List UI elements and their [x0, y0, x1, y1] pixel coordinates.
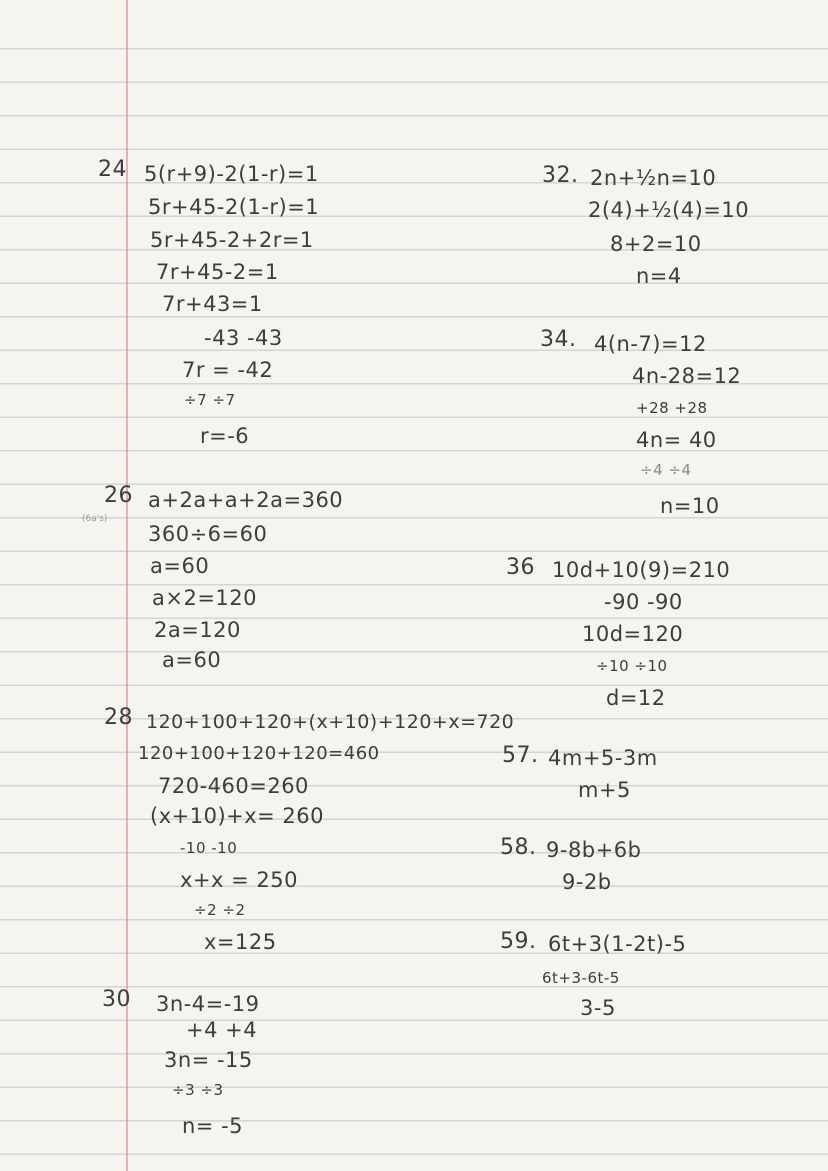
problem-34-line-1: 4(n-7)=12 [594, 332, 707, 356]
problem-26-line-4: a×2=120 [152, 586, 258, 610]
problem-57-line-1: 4m+5-3m [548, 746, 658, 770]
problem-34-line-6: n=10 [660, 494, 720, 518]
problem-26-line-1: a+2a+a+2a=360 [148, 488, 344, 512]
problem-32-number: 32. [542, 163, 579, 188]
problem-24-line-3: 5r+45-2+2r=1 [150, 228, 314, 252]
problem-24-line-8: ÷7 ÷7 [184, 391, 236, 409]
problem-34-line-5: ÷4 ÷4 [640, 461, 692, 479]
problem-59-number: 59. [500, 929, 537, 954]
problem-28-line-1: 120+100+120+(x+10)+120+x=720 [146, 711, 515, 733]
problem-30-line-2: +4 +4 [186, 1018, 258, 1042]
problem-26-line-3: a=60 [150, 554, 210, 578]
problem-34-line-4: 4n= 40 [636, 428, 717, 452]
problem-57-line-2: m+5 [578, 778, 631, 802]
problem-32-line-3: 8+2=10 [610, 232, 702, 256]
problem-32-line-1: 2n+½n=10 [590, 166, 717, 190]
problem-59-line-1: 6t+3(1-2t)-5 [548, 932, 687, 956]
problem-36-number: 36 [506, 555, 535, 580]
problem-58-line-1: 9-8b+6b [546, 838, 642, 862]
problem-28-line-3: 720-460=260 [158, 774, 309, 798]
problem-24-line-6: -43 -43 [204, 326, 283, 350]
problem-24-number: 24 [98, 157, 127, 182]
problem-24-line-7: 7r = -42 [182, 358, 274, 382]
problem-28-line-6: x+x = 250 [180, 868, 298, 892]
problem-57-number: 57. [502, 743, 539, 768]
problem-36-line-1: 10d+10(9)=210 [552, 558, 731, 582]
problem-36-line-5: d=12 [606, 686, 666, 710]
problem-26-note: (6a's) [82, 514, 108, 524]
problem-30-line-3: 3n= -15 [164, 1048, 253, 1072]
problem-34-line-2: 4n-28=12 [632, 364, 742, 388]
problem-30-line-5: n= -5 [182, 1114, 244, 1138]
problem-30-number: 30 [102, 987, 131, 1012]
problem-26-number: 26 [104, 483, 133, 508]
problem-32-line-2: 2(4)+½(4)=10 [588, 198, 750, 222]
problem-24-line-4: 7r+45-2=1 [156, 260, 279, 284]
problem-36-line-3: 10d=120 [582, 622, 684, 646]
problem-28-line-8: x=125 [204, 930, 277, 954]
problem-58-line-2: 9-2b [562, 870, 612, 894]
problem-59-line-2: 6t+3-6t-5 [542, 969, 620, 987]
problem-34-line-3: +28 +28 [636, 399, 708, 417]
problem-34-number: 34. [540, 327, 577, 352]
problem-30-line-1: 3n-4=-19 [156, 992, 260, 1016]
problem-28-line-5: -10 -10 [180, 839, 238, 857]
problem-28-line-4: (x+10)+x= 260 [150, 804, 325, 828]
problem-26-line-5: 2a=120 [154, 618, 241, 642]
problem-58-number: 58. [500, 835, 537, 860]
problem-32-line-4: n=4 [636, 264, 682, 288]
problem-24-line-5: 7r+43=1 [162, 292, 263, 316]
problem-28-number: 28 [104, 705, 133, 730]
problem-30-line-4: ÷3 ÷3 [172, 1081, 224, 1099]
problem-24-line-9: r=-6 [200, 424, 250, 448]
problem-36-line-4: ÷10 ÷10 [596, 657, 668, 675]
problem-28-line-7: ÷2 ÷2 [194, 901, 246, 919]
problem-36-line-2: -90 -90 [604, 590, 683, 614]
problem-24-line-2: 5r+45-2(1-r)=1 [148, 195, 320, 219]
problem-59-line-3: 3-5 [580, 996, 616, 1020]
problem-24-line-1: 5(r+9)-2(1-r)=1 [144, 162, 319, 186]
problem-26-line-2: 360÷6=60 [148, 522, 268, 546]
problem-28-line-2: 120+100+120+120=460 [138, 743, 380, 764]
problem-26-line-6: a=60 [162, 648, 222, 672]
